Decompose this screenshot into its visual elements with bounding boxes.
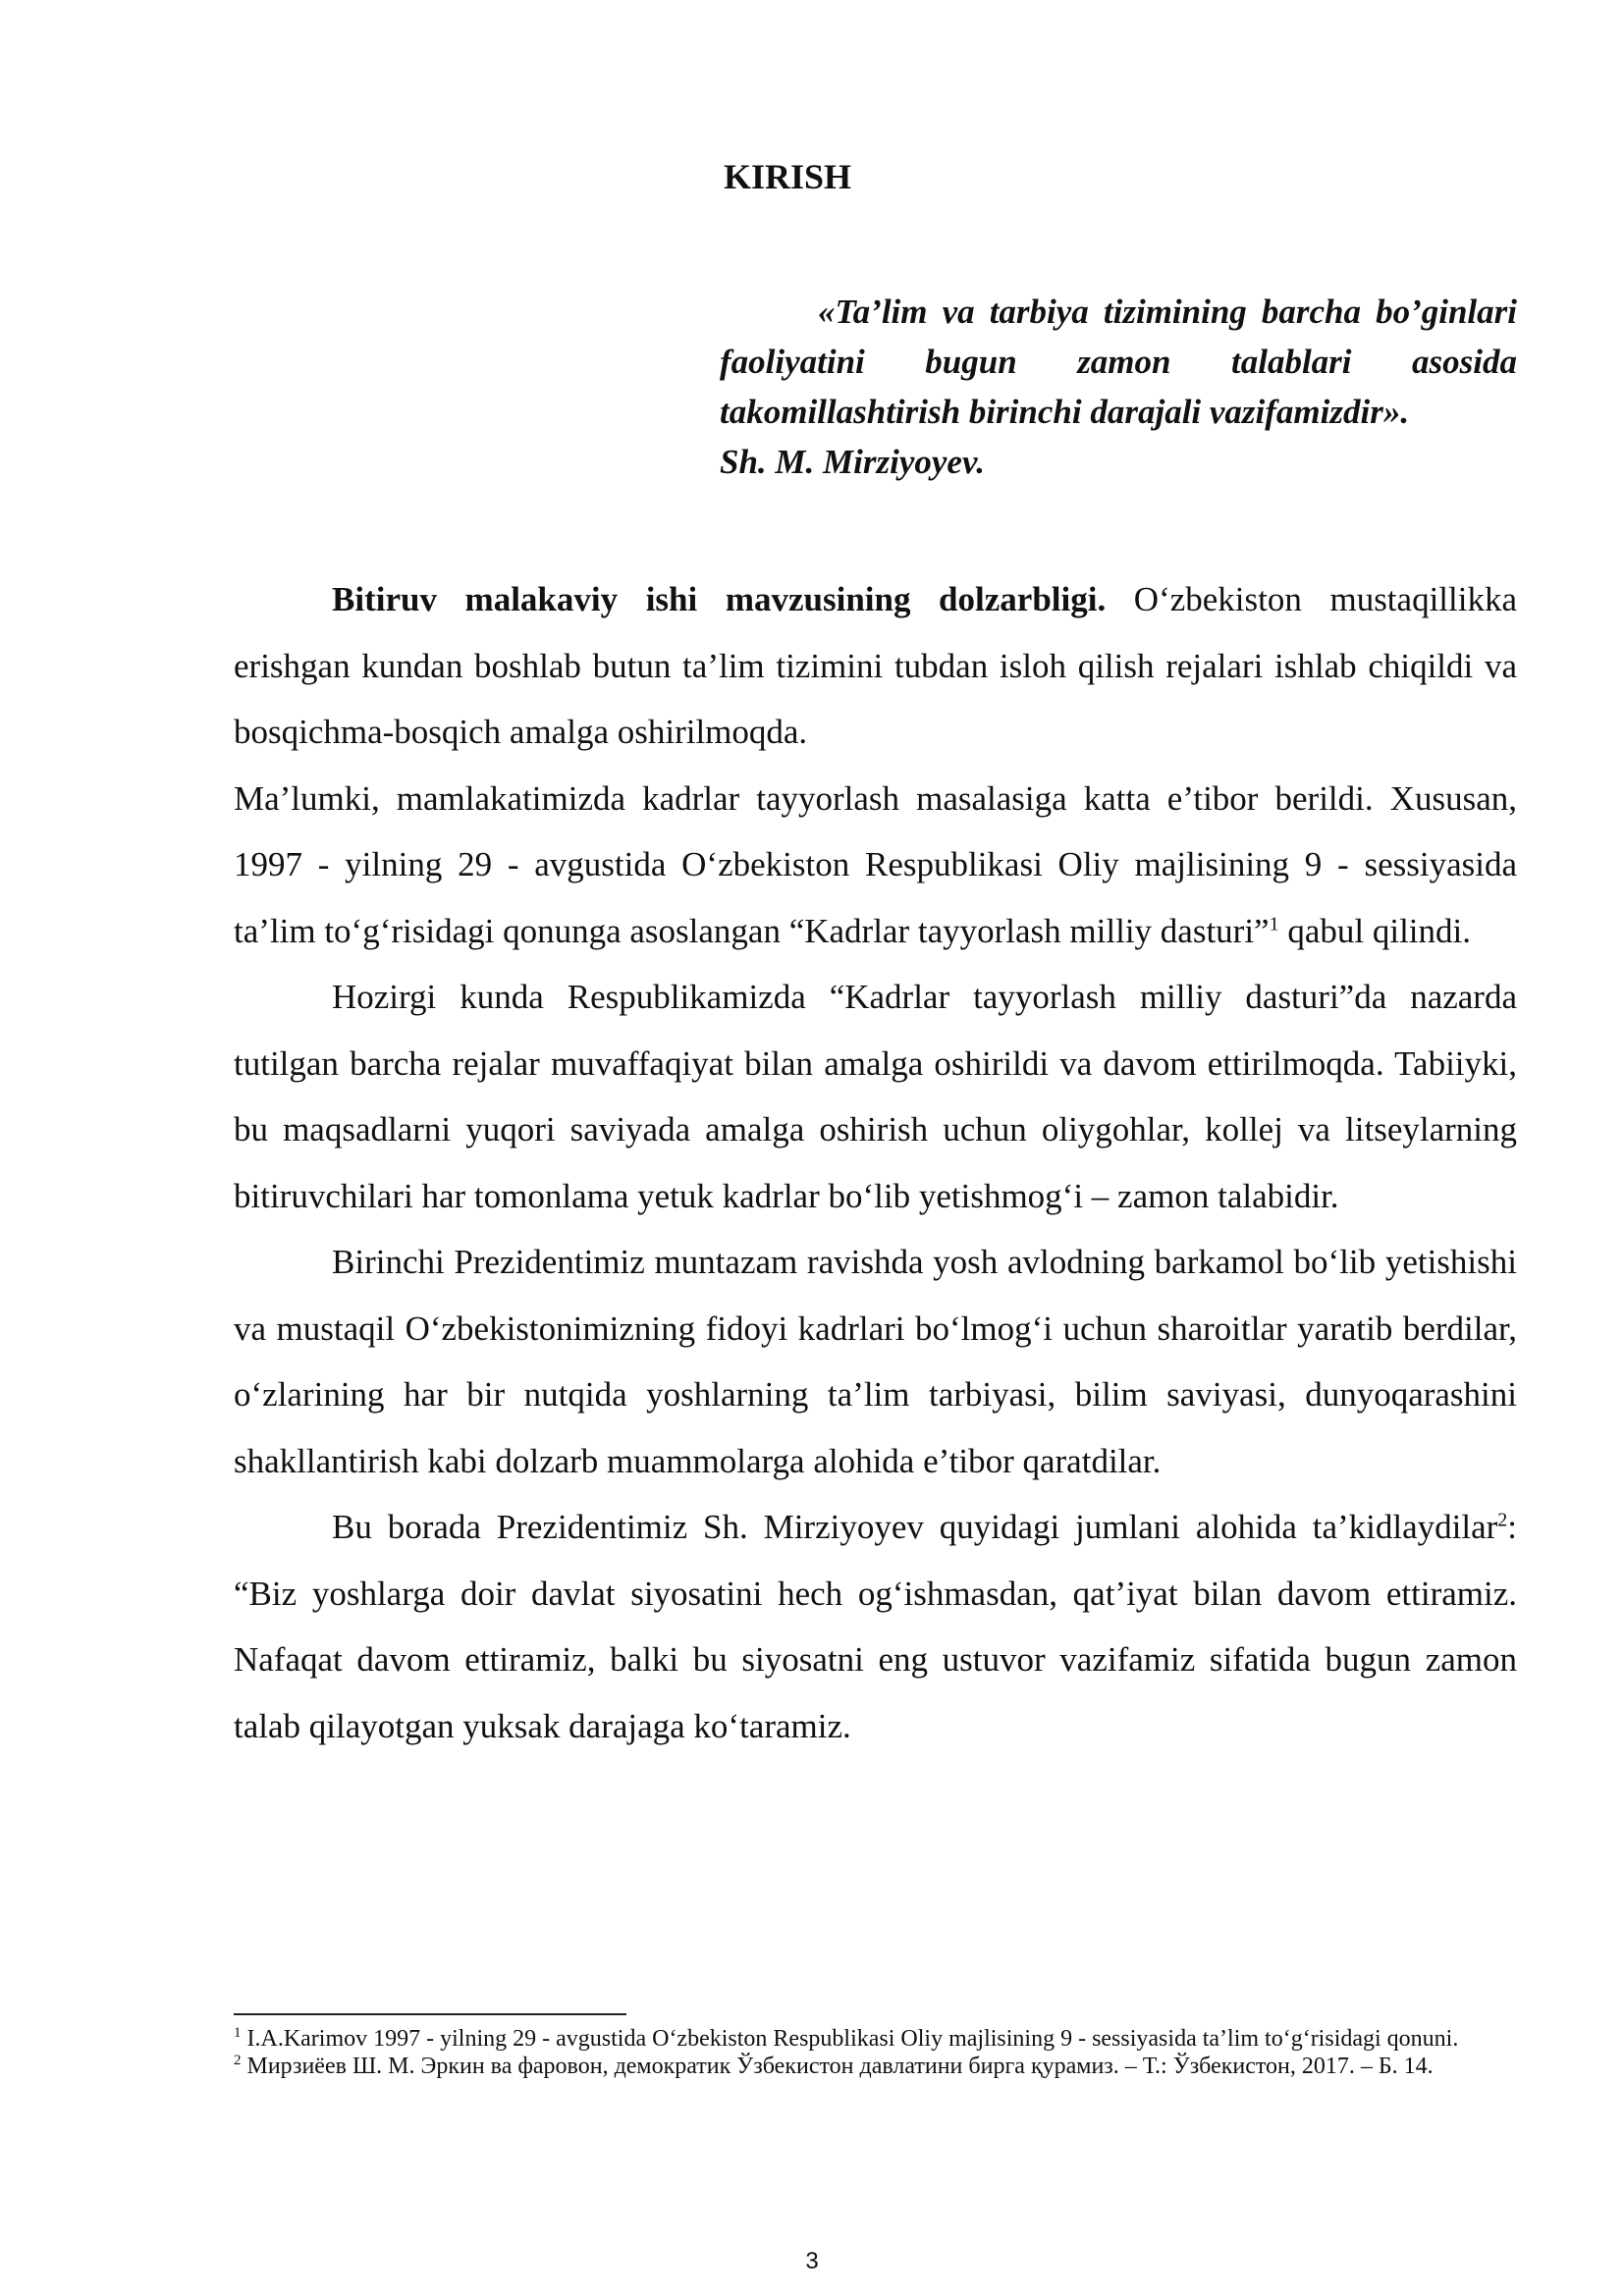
footnote-1 [234, 2025, 1517, 2053]
footnote-1-text: I.A.Karimov 1997 - yilning 29 - avgustida O‘zbekiston Respublikasi Oliy majlisining 9 - sessiyasida ta’lim to‘g‘risidagi qonuni. [241, 2026, 1459, 2052]
page-number: 3 [805, 2248, 819, 2274]
epigraph [720, 287, 1517, 487]
paragraph-5-text: Bu borada Prezidentimiz Sh. Mirziyoyev quyidagi jumlani alohida ta’kidlaydilar [332, 1508, 1498, 1546]
footnote-ref-2: 2 [1497, 1509, 1508, 1531]
paragraph-1 [234, 566, 1517, 766]
paragraph-1-lead: Bitiruv malakaviy ishi mavzusining dolzarbligi. [332, 580, 1107, 618]
footnote-2-text: Мирзиёев Ш. М. Эркин ва фаровон, демократик Ўзбекистон давлатини бирга қурамиз. – Т.: Ўзбекистон, 2017. – Б. 14. [241, 2054, 1434, 2079]
paragraph-5 [234, 1494, 1517, 1759]
paragraph-1-text: O‘zbekiston mustaqillikka erishgan kundan boshlab butun ta’lim tizimini tubdan isloh qilish rejalari ishlab chiqildi va bosqichma-bosqich amalga oshirilmoqda. [234, 580, 1517, 751]
footnote-ref-1: 1 [1269, 912, 1279, 934]
footnote-2-number: 2 [234, 2053, 242, 2068]
paragraph-2-text: Ma’lumki, mamlakatimizda kadrlar tayyorlash masalasiga katta e’tibor berildi. Xususan, 1997 - yilning 29 - avgustida O‘zbekiston Respublikasi Oliy majlisining 9 - sessiyasida ta’lim to‘g‘risidagi qonunga asoslangan “Kadrlar tayyorlash milliy dasturi” [234, 778, 1517, 950]
epigraph-author: Sh. M. Mirziyoyev. [720, 443, 985, 481]
footnotes [234, 2025, 1517, 2080]
paragraph-2-tail: qabul qilindi. [1278, 911, 1471, 950]
paragraph-5-tail: : “Biz yoshlarga doir davlat siyosatini hech og‘ishmasdan, qat’iyat bilan davom ettiramiz. Nafaqat davom ettiramiz, balki bu siyosatni eng ustuvor vazifamiz sifatida bugun zamon talab qilayotgan yuksak darajaga ko‘taramiz. [234, 1508, 1517, 1745]
body-text [234, 566, 1517, 1759]
footnote-1-number: 1 [234, 2025, 242, 2041]
paragraph-3: Hozirgi kunda Respublikamizda “Kadrlar tayyorlash milliy dasturi”da nazarda tutilgan barcha rejalar muvaffaqiyat bilan amalga oshirildi va davom ettirilmoqda. Tabiiyki, bu maqsadlarni yuqori saviyada amalga oshirish uchun oliygohlar, kollej va litseylarning bitiruvchilari har tomonlama yetuk kadrlar bo‘lib yetishmog‘i – zamon talabidir. [234, 978, 1517, 1215]
paragraph-4: Birinchi Prezidentimiz muntazam ravishda yosh avlodning barkamol bo‘lib yetishishi va mustaqil O‘zbekistonimizning fidoyi kadrlari bo‘lmog‘i uchun sharoitlar yaratib berdilar, o‘zlarining har bir nutqida yoshlarning ta’lim tarbiyasi, bilim saviyasi, dunyoqarashini shakllantirish kabi dolzarb muammolarga alohida e’tibor qaratdilar. [234, 1243, 1517, 1480]
footnote-2 [234, 2053, 1517, 2080]
footnote-separator [234, 2013, 626, 2015]
paragraph-2 [234, 766, 1517, 965]
epigraph-quote: «Ta’lim va tarbiya tizimining barcha bo’ginlari faoliyatini bugun zamon talablari asosida takomillashtirish birinchi darajali vazifamizdir». [720, 293, 1517, 431]
section-heading: KIRISH [723, 157, 852, 196]
